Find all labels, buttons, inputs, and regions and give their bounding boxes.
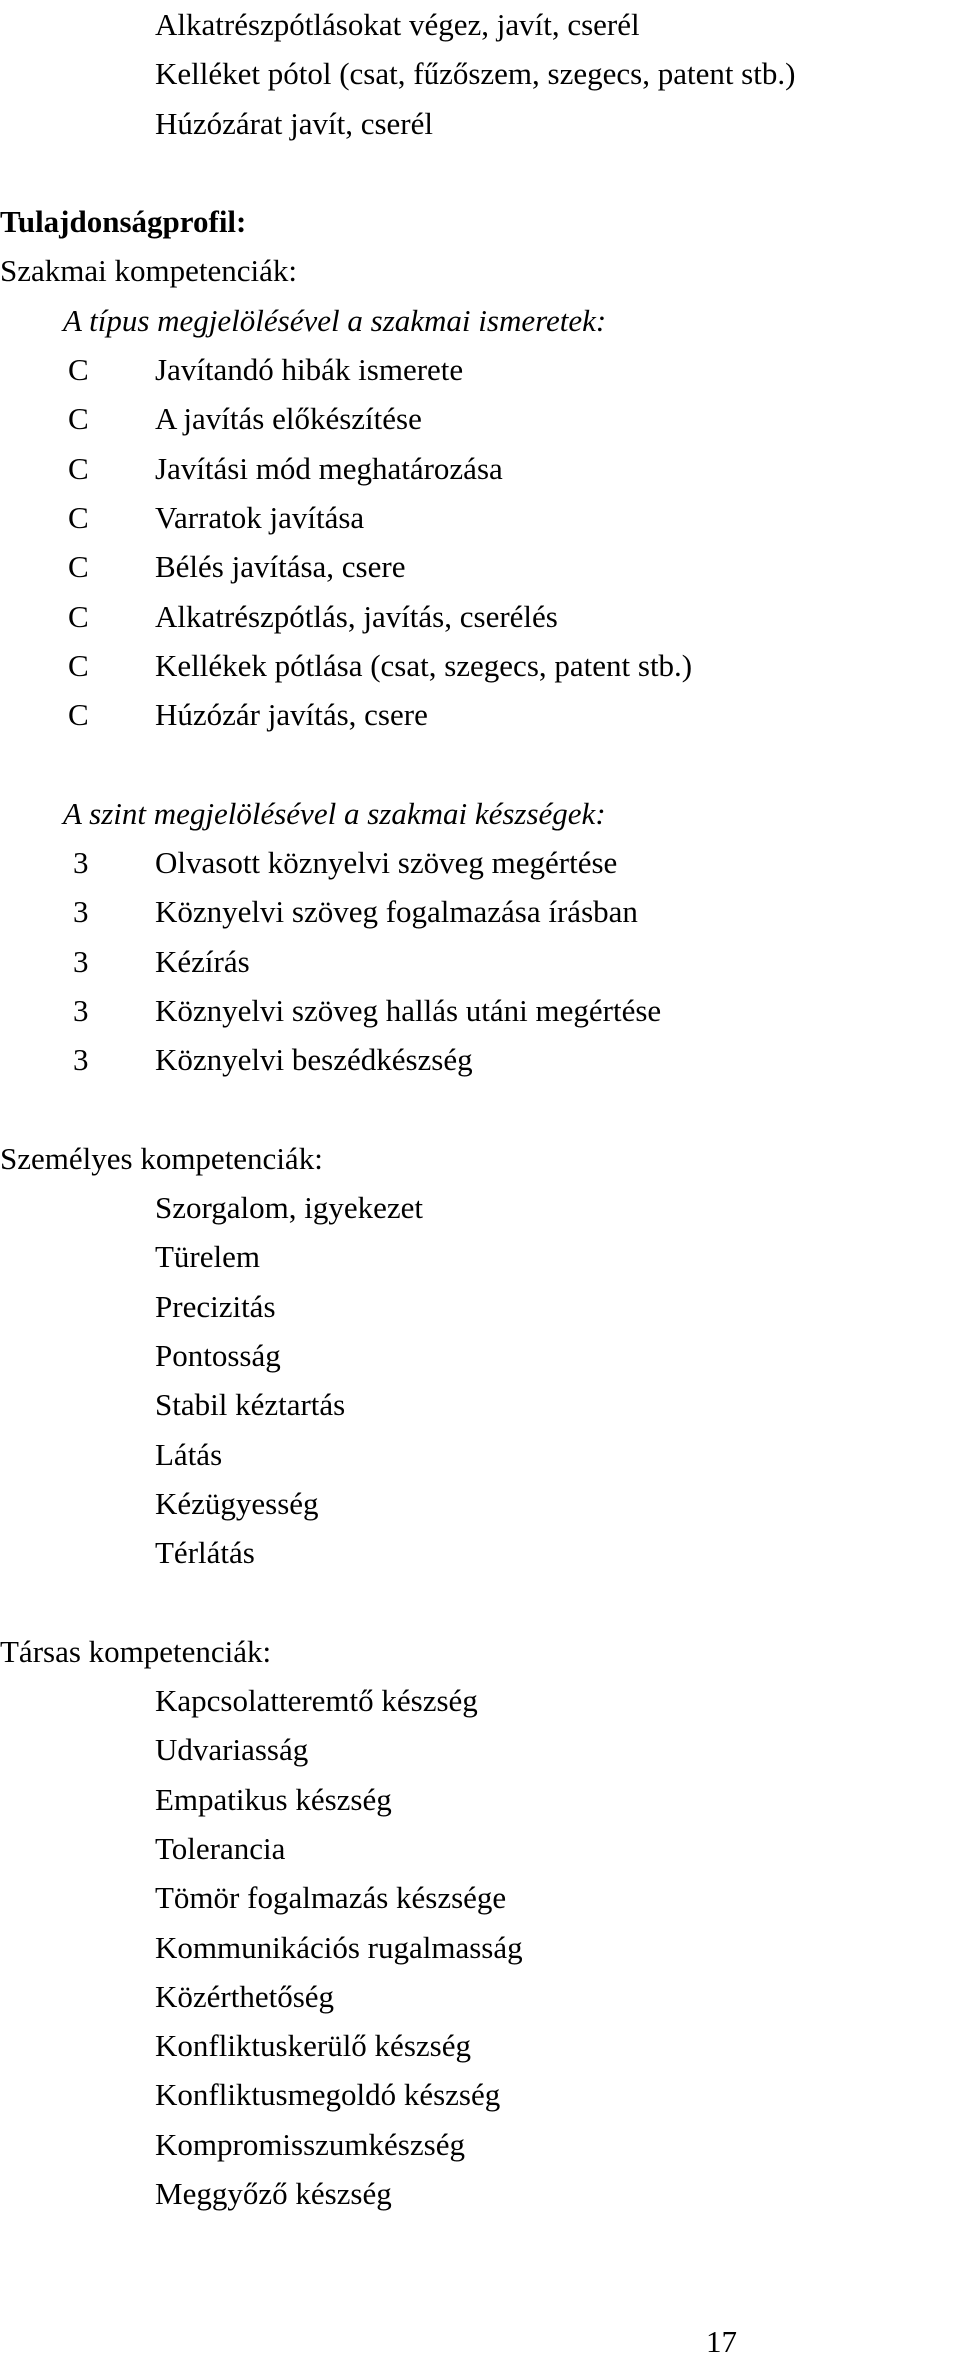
skill-level: 3 [73,894,89,930]
knowledge-item [0,444,960,493]
social-item: Konfliktusmegoldó készség [155,2077,501,2113]
knowledge-item [0,592,960,641]
skill-item [0,1035,960,1084]
skill-text: Köznyelvi beszédkészség [155,1042,473,1078]
knowledge-text: A javítás előkészítése [155,401,422,437]
personal-item: Pontosság [155,1338,281,1374]
knowledge-item [0,690,960,739]
top-line: Kelléket pótol (csat, fűzőszem, szegecs, patent stb.) [155,56,796,92]
knowledge-item [0,641,960,690]
social-item: Közérthetőség [155,1978,335,2014]
page-number: 17 [706,2324,737,2359]
social-item: Kompromisszumkészség [155,2126,465,2162]
spacer [0,1085,960,1134]
knowledge-type: C [68,598,89,634]
social-item: Konfliktuskerülő készség [155,2028,471,2064]
skill-text: Köznyelvi szöveg hallás utáni megértése [155,992,662,1028]
knowledge-text: Varratok javítása [155,499,365,535]
social-item: Udvariasság [155,1732,309,1768]
skill-level: 3 [73,1042,89,1078]
knowledge-item [0,493,960,542]
social-item: Tömör fogalmazás készsége [155,1880,507,1916]
skills-heading: A szint megjelölésével a szakmai készségek: [63,795,606,831]
personal-item: Türelem [155,1239,261,1275]
knowledge-type: C [68,549,89,585]
skill-text: Köznyelvi szöveg fogalmazása írásban [155,894,638,930]
skill-item [0,937,960,986]
personal-item: Térlátás [155,1535,255,1571]
top-line: Alkatrészpótlásokat végez, javít, cserél [155,7,640,42]
personal-item: Látás [155,1436,223,1472]
social-item: Kommunikációs rugalmasság [155,1929,523,1965]
spacer [0,148,960,197]
social-item: Empatikus készség [155,1781,392,1817]
social-heading: Társas kompetenciák: [0,1633,272,1669]
skill-item [0,986,960,1035]
knowledge-item [0,345,960,394]
skill-text: Kézírás [155,943,250,979]
social-item: Tolerancia [155,1830,286,1866]
knowledge-type: C [68,697,89,733]
personal-item: Stabil kéztartás [155,1387,346,1423]
professional-heading: Szakmai kompetenciák: [0,253,297,289]
skill-text: Olvasott köznyelvi szöveg megértése [155,845,618,881]
skill-level: 3 [73,943,89,979]
knowledge-heading: A típus megjelölésével a szakmai ismeretek: [63,302,607,338]
knowledge-item [0,542,960,591]
knowledge-type: C [68,450,89,486]
skill-item [0,838,960,887]
personal-item: Kézügyesség [155,1485,319,1521]
knowledge-type: C [68,647,89,683]
knowledge-type: C [68,499,89,535]
knowledge-type: C [68,352,89,388]
knowledge-text: Húzózár javítás, csere [155,697,428,733]
social-item: Kapcsolatteremtő készség [155,1683,478,1719]
spacer [0,1578,960,1627]
knowledge-text: Javítandó hibák ismerete [155,352,464,388]
profile-heading: Tulajdonságprofil: [0,204,247,240]
spacer [0,739,960,788]
top-line: Húzózárat javít, cserél [155,105,433,141]
personal-heading: Személyes kompetenciák: [0,1140,323,1176]
knowledge-text: Kellékek pótlása (csat, szegecs, patent stb.) [155,647,693,683]
knowledge-text: Javítási mód meghatározása [155,450,503,486]
personal-item: Szorgalom, igyekezet [155,1190,424,1226]
knowledge-type: C [68,401,89,437]
skill-item [0,887,960,936]
social-item: Meggyőző készség [155,2176,392,2212]
skill-level: 3 [73,845,89,881]
skill-level: 3 [73,992,89,1028]
personal-item: Precizitás [155,1288,276,1324]
knowledge-text: Alkatrészpótlás, javítás, cserélés [155,598,558,634]
knowledge-item [0,394,960,443]
knowledge-text: Bélés javítása, csere [155,549,406,585]
